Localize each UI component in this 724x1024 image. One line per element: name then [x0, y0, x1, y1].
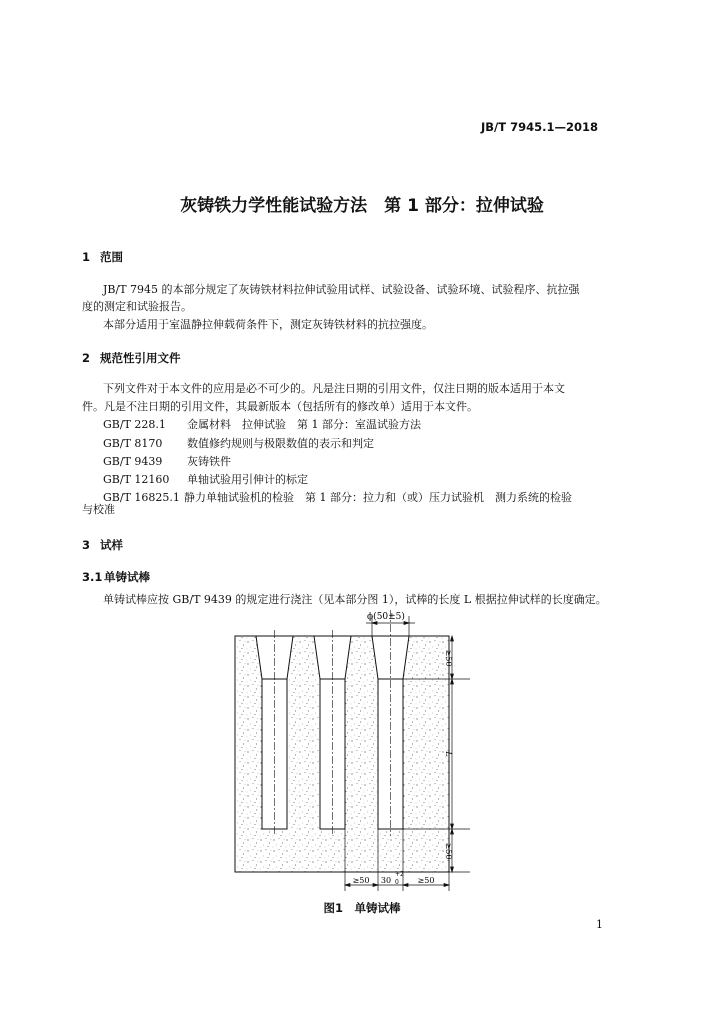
- reference-title: 数值修约规则与极限数值的表示和判定: [187, 437, 374, 450]
- single-cast-bar-figure: [220, 606, 480, 898]
- document-title: 灰铸铁力学性能试验方法 第 1 部分：拉伸试验: [180, 196, 544, 216]
- spacing-lower-tolerance: 0: [395, 879, 399, 886]
- reference-code: GB/T 9439: [103, 455, 163, 468]
- diameter-label: ϕ(50±5): [367, 612, 405, 622]
- reference-item: [103, 435, 374, 451]
- section-title: 试样: [100, 538, 123, 552]
- reference-continuation: 与校准: [82, 503, 115, 516]
- spacing-label: 30: [380, 876, 392, 885]
- bottom-depth-label: ≥50: [444, 842, 453, 860]
- section-number: 3: [82, 538, 91, 552]
- section-1-paragraph-1-line-2: 度的测定和试验报告。: [82, 300, 192, 313]
- section-2-paragraph-line-2: 件。凡是不注日期的引用文件，其最新版本（包括所有的修改单）适用于本文件。: [82, 400, 478, 413]
- top-depth-label: ≥50: [444, 649, 453, 667]
- standard-code: JB/T 7945.1—2018: [481, 120, 598, 134]
- reference-title: 灰铸铁件: [187, 455, 231, 468]
- section-2-heading: [82, 350, 181, 366]
- reference-item: [103, 471, 308, 487]
- subsection-title: 单铸试棒: [104, 570, 150, 584]
- page-number: 1: [596, 918, 603, 931]
- figure-caption: 图1 单铸试棒: [323, 901, 401, 915]
- reference-code: GB/T 8170: [103, 437, 163, 450]
- reference-title: 单轴试验用引伸计的标定: [187, 473, 308, 486]
- cast-bar-middle: [314, 630, 351, 836]
- subsection-3-1-heading: [82, 569, 150, 585]
- left-gap-label: ≥50: [352, 876, 370, 885]
- reference-code: GB/T 12160: [103, 473, 170, 486]
- section-3-heading: [82, 537, 123, 553]
- length-label: L: [444, 751, 453, 757]
- subsection-number: 3.1: [82, 570, 103, 584]
- section-title: 范围: [100, 250, 123, 264]
- section-number: 2: [82, 351, 91, 365]
- right-gap-label: ≥50: [417, 876, 435, 885]
- section-title: 规范性引用文件: [100, 351, 181, 365]
- section-1-paragraph-2: 本部分适用于室温静拉伸载荷条件下，测定灰铸铁材料的抗拉强度。: [103, 318, 433, 331]
- reference-item: [103, 416, 421, 432]
- section-1-paragraph-1-line-1: JB/T 7945 的本部分规定了灰铸铁材料拉伸试验用试样、试验设备、试验环境、试验程序、抗拉强: [103, 283, 580, 296]
- subsection-3-1-text: 单铸试棒应按 GB/T 9439 的规定进行浇注（见本部分图 1），试棒的长度 L 根据拉伸试样的长度确定。: [103, 593, 607, 606]
- reference-code: GB/T 16825.1: [103, 491, 180, 504]
- reference-item: [103, 453, 231, 469]
- section-2-paragraph-line-1: 下列文件对于本文件的应用是必不可少的。凡是注日期的引用文件，仅注日期的版本适用于本文: [103, 382, 565, 395]
- section-1-heading: [82, 249, 123, 265]
- cast-bar-right: [372, 610, 409, 836]
- cast-bar-left: [256, 630, 293, 836]
- reference-item: [103, 489, 572, 505]
- reference-code: GB/T 228.1: [103, 418, 166, 431]
- section-number: 1: [82, 250, 91, 264]
- spacing-upper-tolerance: +2: [395, 871, 404, 878]
- reference-title: 金属材料 拉伸试验 第 1 部分：室温试验方法: [187, 418, 421, 431]
- reference-title: 静力单轴试验机的检验 第 1 部分：拉力和（或）压力试验机 测力系统的检验: [184, 491, 572, 504]
